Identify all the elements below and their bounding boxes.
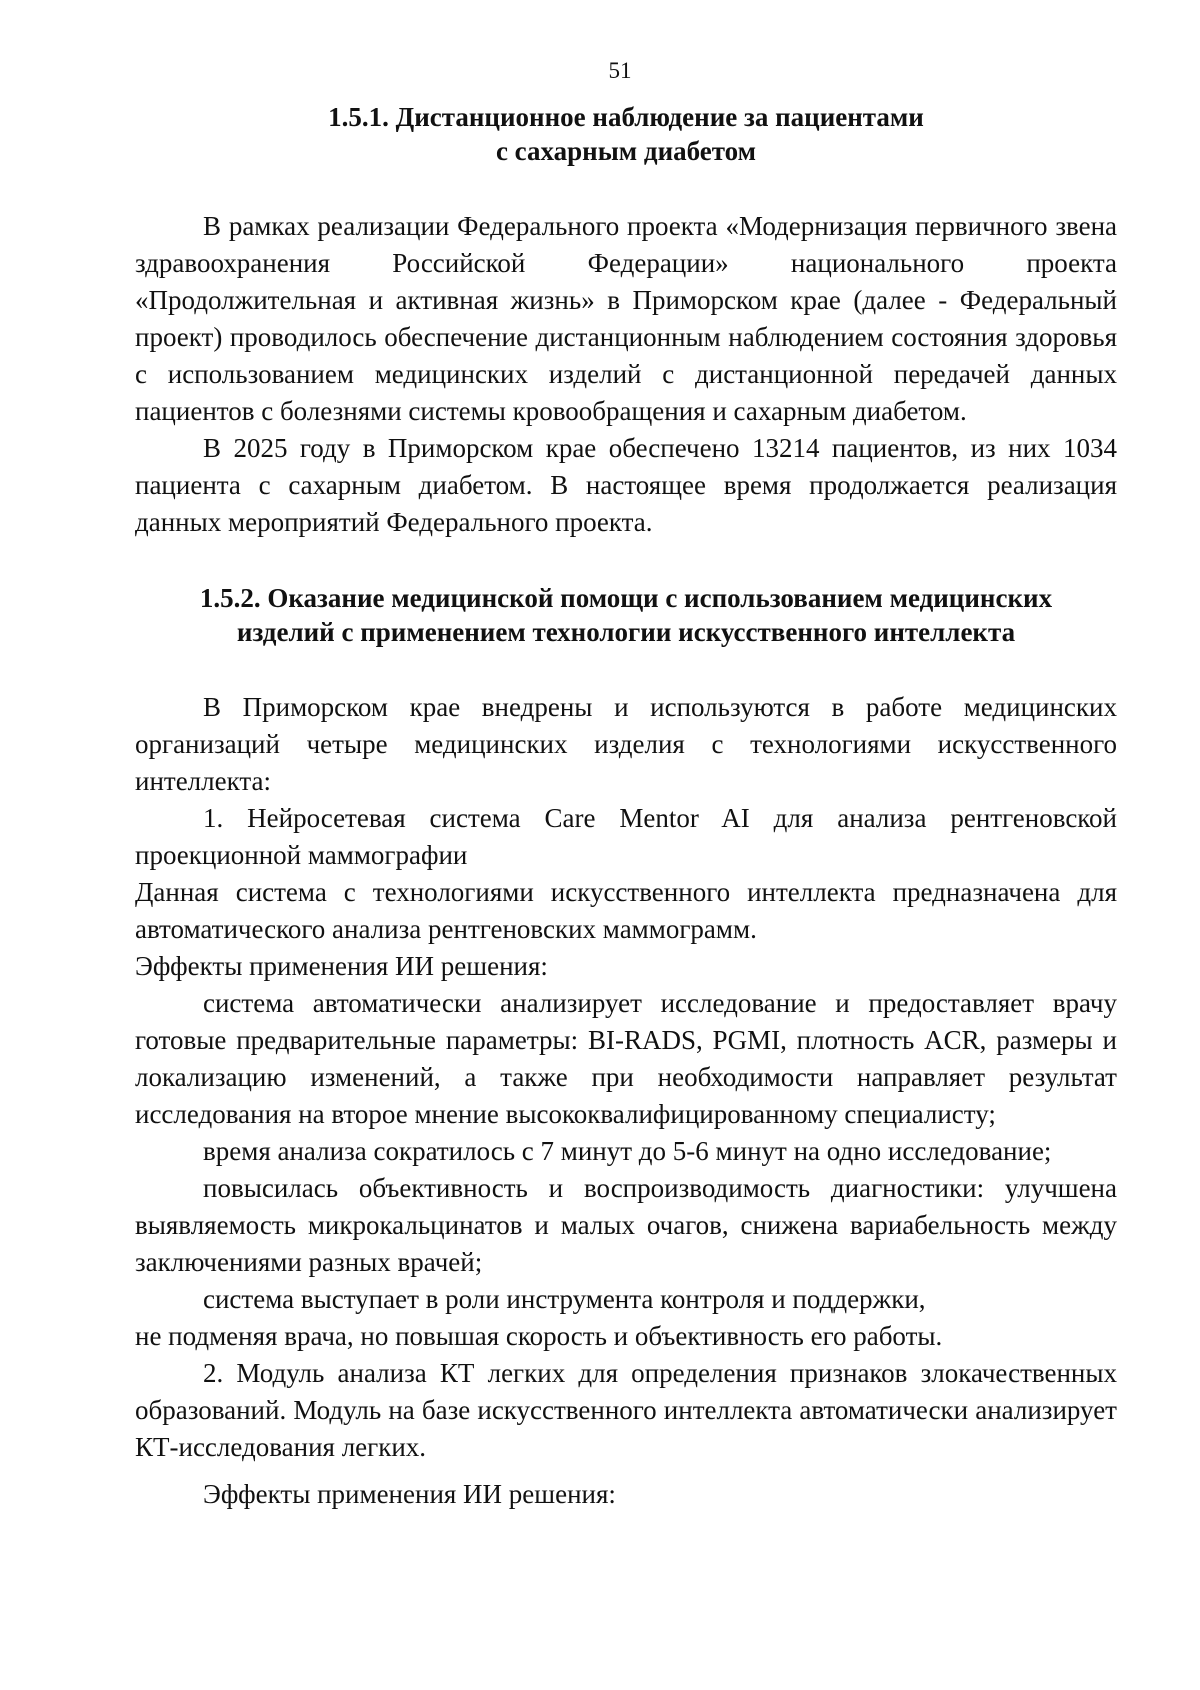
page-number: 51	[608, 58, 632, 83]
list-item-1-effects-label: Эффекты применения ИИ решения:	[135, 951, 548, 981]
section-2-intro: В Приморском крае внедрены и используются в работе медицинских организаций четыре медицинских изделия с технологиями искусственного интеллекта:	[135, 692, 1117, 796]
list-item-1-description: Данная система с технологиями искусственного интеллекта предназначена для автоматического анализа рентгеновских маммограмм.	[135, 877, 1117, 944]
section-1-heading-line-2: с сахарным диабетом	[495, 136, 757, 166]
list-item-1-effect-2: время анализа сократилось с 7 минут до 5-6 минут на одно исследование;	[203, 1136, 1052, 1166]
section-2-heading-line-2: изделий с применением технологии искусственного интеллекта	[236, 617, 1016, 647]
section-2-heading-line-1: 1.5.2. Оказание медицинской помощи с использованием медицинских	[199, 583, 1053, 613]
section-2-heading	[135, 581, 1117, 649]
list-item-2-effects-label: Эффекты применения ИИ решения:	[203, 1479, 616, 1509]
document-body	[135, 100, 1117, 1513]
list-item-1-effect-3: повысилась объективность и воспроизводимость диагностики: улучшена выявляемость микрокальцинатов и малых очагов, снижена вариабельность между заключениями разных врачей;	[135, 1173, 1117, 1277]
list-item-1-title: 1. Нейросетевая система Care Mentor AI для анализа рентгеновской проекционной маммографии	[135, 803, 1117, 870]
section-1-heading	[135, 100, 1117, 168]
list-item-2-title: 2. Модуль анализа КТ легких для определения признаков злокачественных образований. Модуль на базе искусственного интеллекта автоматически анализирует КТ-исследования легких.	[135, 1358, 1117, 1462]
section-1-paragraph-2: В 2025 году в Приморском крае обеспечено 13214 пациентов, из них 1034 пациента с сахарным диабетом. В настоящее время продолжается реализация данных мероприятий Федерального проекта.	[135, 433, 1117, 537]
section-1-heading-line-1: 1.5.1. Дистанционное наблюдение за пациентами	[328, 102, 924, 132]
section-1-paragraph-1: В рамках реализации Федерального проекта «Модернизация первичного звена здравоохранения Российской Федерации» национального проекта «Продолжительная и активная жизнь» в Приморском крае (далее - Федеральный проект) проводилось обеспечение дистанционным наблюдением состояния здоровья с использованием медицинских изделий с дистанционной передачей данных пациентов с болезнями системы кровообращения и сахарным диабетом.	[135, 211, 1117, 426]
list-item-1-effect-4-line-2: не подменяя врача, но повышая скорость и объективность его работы.	[135, 1321, 943, 1351]
list-item-1-effect-1: система автоматически анализирует исследование и предоставляет врачу готовые предварительные параметры: BI-RADS, PGMI, плотность ACR, размеры и локализацию изменений, а также при необходимости направляет результат исследования на второе мнение высококвалифицированному специалисту;	[135, 988, 1117, 1129]
list-item-1-effect-4-line-1: система выступает в роли инструмента контроля и поддержки,	[203, 1284, 926, 1314]
